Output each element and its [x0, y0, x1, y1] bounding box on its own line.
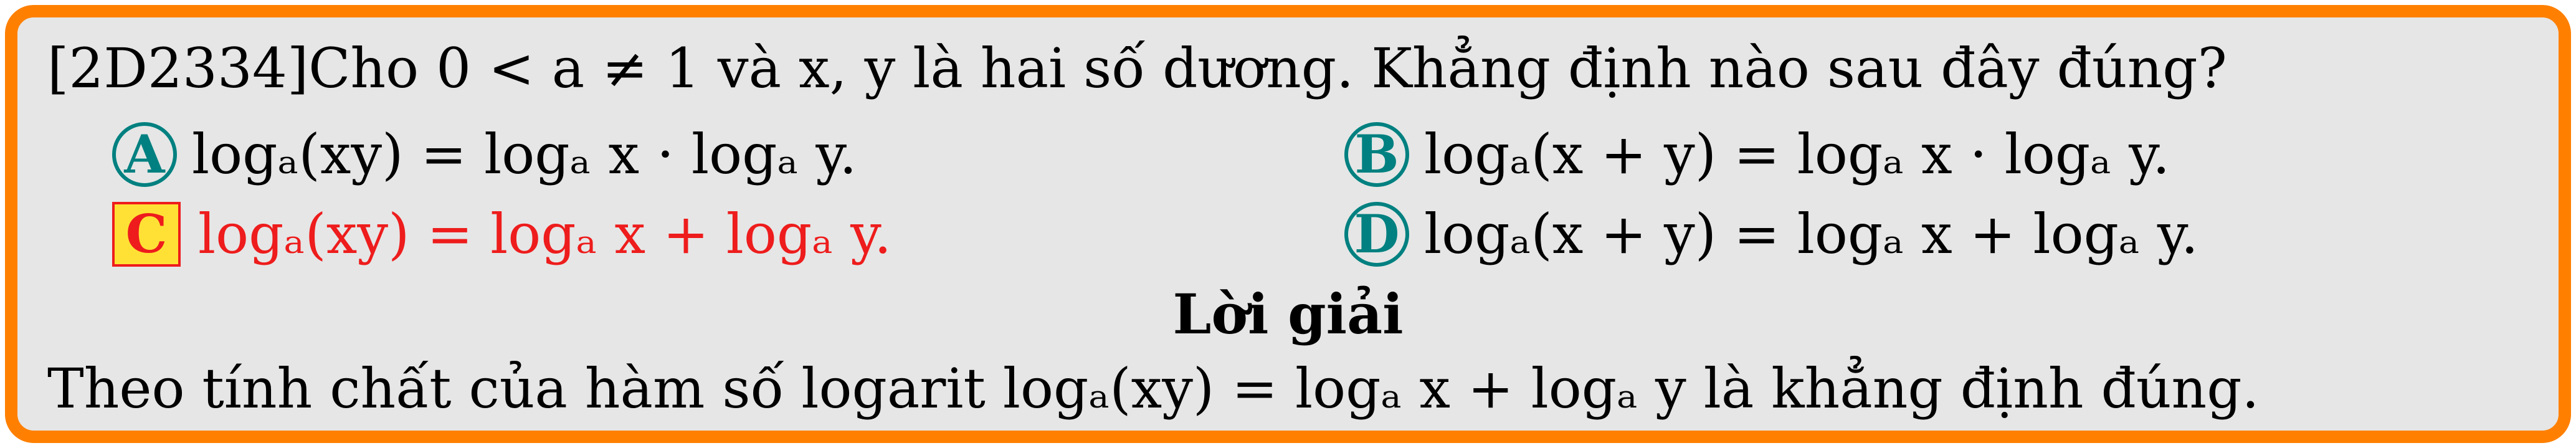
option-d-badge: D	[1344, 202, 1409, 267]
option-b[interactable]	[1344, 122, 2170, 187]
solution-text: Theo tính chất của hàm số logarit logₐ(xy) = logₐ x + logₐ y là khẳng định đúng.	[47, 356, 2260, 421]
option-c-text: logₐ(xy) = logₐ x + logₐ y.	[198, 202, 892, 266]
option-b-text: logₐ(x + y) = logₐ x · logₐ y.	[1424, 122, 2170, 186]
option-c-badge: C	[112, 202, 181, 267]
option-d[interactable]	[1344, 202, 2198, 267]
option-b-badge: B	[1344, 122, 1409, 187]
option-a[interactable]	[112, 122, 857, 187]
option-a-text: logₐ(xy) = logₐ x · logₐ y.	[192, 122, 857, 186]
option-d-text: logₐ(x + y) = logₐ x + logₐ y.	[1424, 202, 2198, 266]
option-c-correct[interactable]	[112, 202, 891, 267]
question-text: [2D2334]Cho 0 < a ≠ 1 và x, y là hai số dương. Khẳng định nào sau đây đúng?	[47, 36, 2227, 100]
question-card	[5, 5, 2571, 443]
option-a-badge: A	[112, 122, 177, 187]
solution-heading: Lời giải	[1172, 282, 1404, 346]
